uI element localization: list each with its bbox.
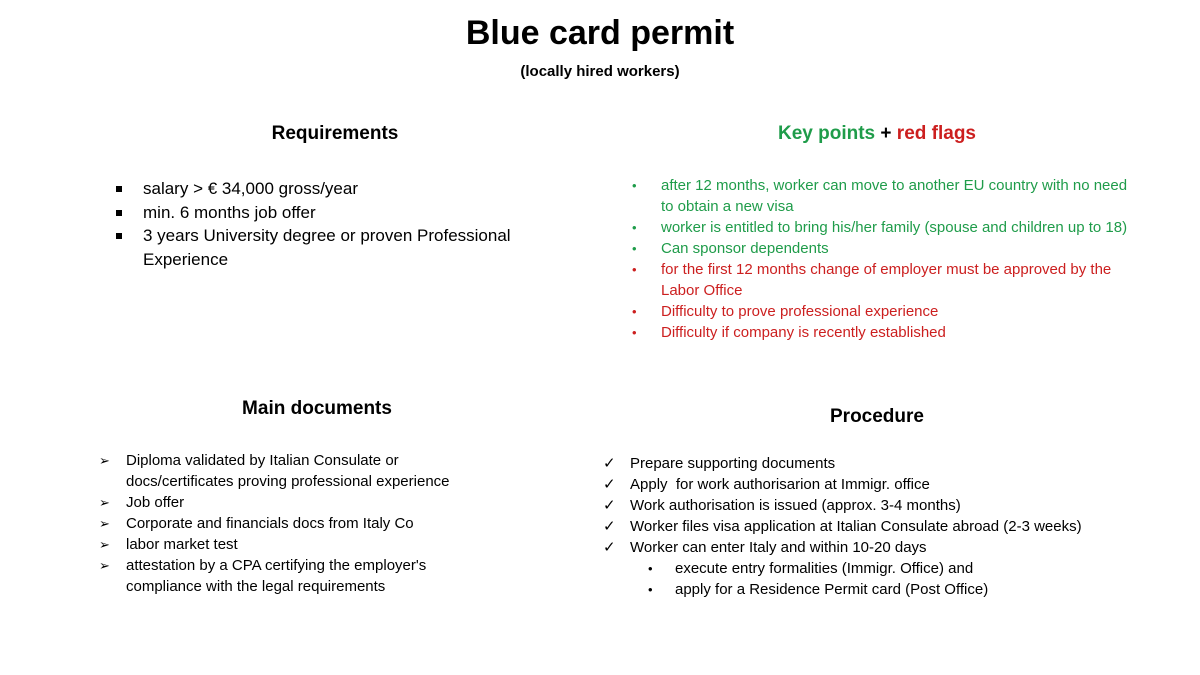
requirements-list (116, 177, 556, 271)
requirements-heading: Requirements (271, 123, 399, 144)
square-bullet-icon (116, 233, 122, 239)
bullet-icon: • (632, 325, 637, 340)
check-icon: ✓ (603, 476, 616, 493)
key-points-heading (727, 123, 1027, 145)
red-flags-label: red flags (896, 123, 976, 144)
procedure-substep: • apply for a Residence Permit card (Post Office) (648, 581, 989, 598)
bullet-icon: • (648, 582, 653, 597)
red-flag-item: • Difficulty if company is recently established (632, 324, 946, 341)
check-icon: ✓ (603, 455, 616, 472)
arrow-bullet-icon: ➢ (99, 558, 110, 573)
procedure-step: ✓ Prepare supporting documents (603, 455, 836, 472)
red-flag-item: • Difficulty to prove professional experience (632, 303, 939, 320)
slide-subtitle: (locally hired workers) (520, 63, 680, 80)
bullet-icon: • (632, 241, 637, 256)
document-item: ➢ Corporate and financials docs from Italy Co (99, 515, 414, 532)
red-flag-item: • for the first 12 months change of employer must be approved by the Labor Office (632, 261, 1112, 299)
heading-plus: + (880, 123, 892, 144)
requirement-item: 3 years University degree or proven Professional Experience (116, 224, 556, 271)
document-item: ➢ labor market test (99, 536, 238, 553)
requirement-item: salary > € 34,000 gross/year (116, 177, 556, 201)
square-bullet-icon (116, 186, 122, 192)
key-point-item: • after 12 months, worker can move to another EU country with no need to obtain a new visa (632, 177, 1128, 215)
documents-heading: Main documents (242, 398, 392, 419)
key-points-list (632, 175, 1132, 343)
slide-title: Blue card permit (465, 14, 735, 52)
document-item: ➢ Diploma validated by Italian Consulate or docs/certificates proving professional experience (99, 452, 450, 490)
check-icon: ✓ (603, 539, 616, 556)
bullet-icon: • (632, 178, 637, 193)
procedure-step: ✓ Apply for work authorisarion at Immigr. office (603, 476, 930, 493)
check-icon: ✓ (603, 518, 616, 535)
document-item: ➢ attestation by a CPA certifying the employer's compliance with the legal requirements (99, 557, 427, 595)
document-item: ➢ Job offer (99, 494, 185, 511)
bullet-icon: • (632, 220, 637, 235)
requirement-item: min. 6 months job offer (116, 201, 556, 225)
key-point-item: • Can sponsor dependents (632, 240, 829, 257)
arrow-bullet-icon: ➢ (99, 453, 110, 468)
arrow-bullet-icon: ➢ (99, 495, 110, 510)
procedure-step: ✓ Work authorisation is issued (approx. 3-4 months) (603, 497, 961, 514)
key-points-label: Key points (778, 123, 876, 144)
bullet-icon: • (632, 262, 637, 277)
procedure-list (603, 453, 1143, 558)
arrow-bullet-icon: ➢ (99, 516, 110, 531)
bullet-icon: • (632, 304, 637, 319)
arrow-bullet-icon: ➢ (99, 537, 110, 552)
square-bullet-icon (116, 210, 122, 216)
procedure-step: ✓ Worker files visa application at Italian Consulate abroad (2-3 weeks) (603, 518, 1082, 535)
check-icon: ✓ (603, 497, 616, 514)
procedure-heading: Procedure (830, 406, 924, 427)
bullet-icon: • (648, 561, 653, 576)
key-point-item: • worker is entitled to bring his/her family (spouse and children up to 18) (632, 219, 1128, 236)
procedure-substep: • execute entry formalities (Immigr. Office) and (648, 560, 974, 577)
procedure-sublist (648, 558, 1108, 600)
documents-list (99, 450, 489, 597)
procedure-step: ✓ Worker can enter Italy and within 10-20 days (603, 539, 927, 556)
